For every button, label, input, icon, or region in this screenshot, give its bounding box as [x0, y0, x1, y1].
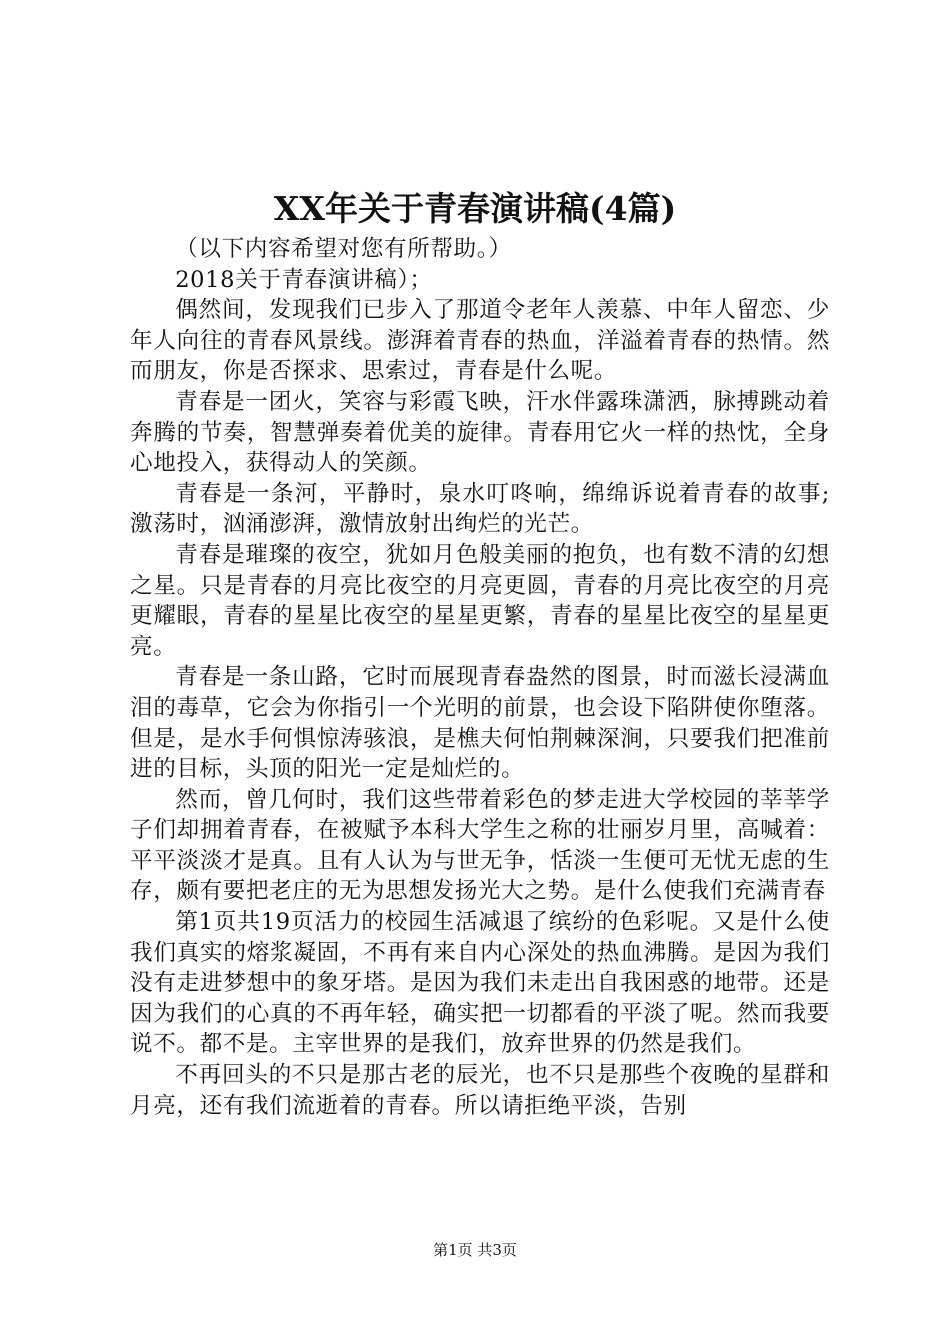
- paragraph: 第1页共19页活力的校园生活减退了缤纷的色彩呢。又是什么使我们真实的熔浆凝固，不再有来自内心深处的热血沸腾。是因为我们没有走进梦想中的象牙塔。是因为我们未走出自我困惑的地带。还是因为我们的心真的不再年轻，确实把一切都看的平淡了呢。然而我要说不。都不是。主宰世界的是我们，放弃世界的仍然是我们。: [130, 909, 830, 1058]
- paragraph: 偶然间，发现我们已步入了那道令老年人羡慕、中年人留恋、少年人向往的青春风景线。澎湃着青春的热血，洋溢着青春的热情。然而朋友，你是否探求、思索过，青春是什么呢。: [130, 297, 830, 385]
- page-footer: 第1页 共3页: [433, 1241, 517, 1259]
- paragraph: 青春是璀璨的夜空，犹如月色般美丽的抱负，也有数不清的幻想之星。只是青春的月亮比夜空的月亮更圆，青春的月亮比夜空的月亮更耀眼，青春的星星比夜空的星星更繁，青春的星星比夜空的星星更亮。: [130, 541, 830, 660]
- paragraph-intro-note: （以下内容希望对您有所帮助。）: [175, 236, 512, 262]
- document-title: XX年关于青春演讲稿(4篇): [273, 189, 677, 228]
- paragraph: 不再回头的不只是那古老的辰光，也不只是那些个夜晚的星群和月亮，还有我们流逝着的青春。所以请拒绝平淡，告别: [130, 1062, 830, 1119]
- paragraph: 青春是一条山路，它时而展现青春盎然的图景，时而滋长浸满血泪的毒草，它会为你指引一个光明的前景，也会设下陷阱使你堕落。但是，是水手何惧惊涛骇浪，是樵夫何怕荆棘深涧，只要我们把准前进的目标，头顶的阳光一定是灿烂的。: [130, 664, 830, 783]
- paragraph: 然而，曾几何时，我们这些带着彩色的梦走进大学校园的莘莘学子们却拥着青春，在被赋予本科大学生之称的壮丽岁月里，高喊着：平平淡淡才是真。且有人认为与世无争，恬淡一生便可无忧无虑的生存，颇有要把老庄的无为思想发扬光大之势。是什么使我们充满青春: [130, 786, 830, 905]
- document-body: [130, 234, 830, 1121]
- paragraph: 青春是一团火，笑容与彩霞飞映，汗水伴露珠潇洒，脉搏跳动着奔腾的节奏，智慧弹奏着优美的旋律。青春用它火一样的热忱，全身心地投入，获得动人的笑颜。: [130, 388, 830, 477]
- paragraph: 青春是一条河，平静时，泉水叮咚响，绵绵诉说着青春的故事;激荡时，汹涌澎湃，激情放射出绚烂的光芒。: [130, 480, 830, 538]
- paragraph-subtitle: 2018关于青春演讲稿）；: [175, 266, 433, 293]
